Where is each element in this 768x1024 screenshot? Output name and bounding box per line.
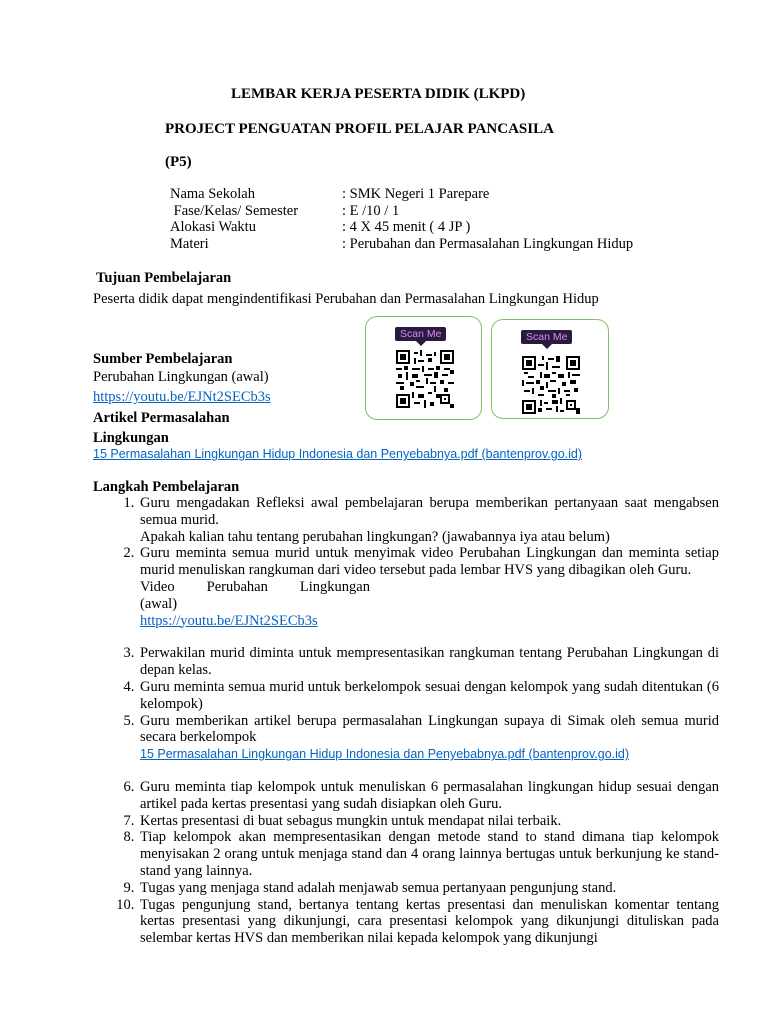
video-link[interactable]: https://youtu.be/EJNt2SECb3s	[93, 389, 271, 405]
scan-me-label: Scan Me	[395, 327, 446, 341]
caption-word: Lingkungan	[299, 578, 370, 595]
step-text: Tiap kelompok akan mempresentasikan dengan metode stand to stand dimana tiap kelompok menyisakan 2 orang untuk menjaga stand dan 4 orang lainnya bertugas untuk berkunjung ke stand- stand yang lainnya.	[140, 829, 719, 879]
qr-card-article	[491, 319, 609, 419]
list-item	[138, 545, 719, 629]
step-text: Guru memberikan artikel berupa permasalahan Lingkungan supaya di Simak oleh semua murid secara berkelompok	[140, 712, 719, 746]
material-value: : Perubahan dan Permasalahan Lingkungan Hidup	[342, 235, 634, 252]
step-text: Guru meminta tiap kelompok untuk menuliskan 6 permasalahan lingkungan hidup sesuai dengan artikel pada kertas presentasi yang sudah disiapkan oleh Guru.	[140, 778, 719, 812]
list-item	[138, 713, 719, 763]
caption-word: Video	[140, 578, 175, 595]
list-item	[138, 495, 719, 545]
school-value: : SMK Negeri 1 Parepare	[342, 186, 490, 202]
qr-code-icon[interactable]	[522, 356, 580, 414]
step-text: Guru meminta semua murid untuk berkelompok sesuai dengan kelompok yang sudah ditentukan (6 kelompok)	[140, 678, 719, 712]
time-label: Alokasi Waktu	[170, 219, 256, 235]
list-item	[138, 679, 719, 713]
step-text: Guru meminta semua murid untuk menyimak video Perubahan Lingkungan dan meminta setiap murid menuliskan rangkuman dari video tersebut pada lembar HVS yang dibagikan oleh Guru.	[140, 545, 719, 579]
time-value: : 4 X 45 menit ( 4 JP )	[342, 219, 471, 235]
phase-label: Fase/Kelas/ Semester	[170, 202, 299, 219]
video-caption	[140, 579, 370, 596]
article-heading-cont: Lingkungan	[93, 430, 169, 446]
step-question: Apakah kalian tahu tentang perubahan lingkungan? (jawabannya iya atau belum)	[140, 528, 610, 545]
step-text: Kertas presentasi di buat sebagus mungkin untuk mendapat nilai terbaik.	[140, 812, 562, 829]
list-item	[138, 813, 719, 830]
step-text: Perwakilan murid diminta untuk mempresentasikan rangkuman tentang Perubahan Lingkungan di depan kelas.	[140, 645, 719, 679]
step-text: Tugas yang menjaga stand adalah menjawab semua pertanyaan pengunjung stand.	[140, 879, 617, 896]
list-item	[138, 829, 719, 879]
school-label: Nama Sekolah	[170, 186, 255, 202]
step-text: Guru mengadakan Refleksi awal pembelajaran berupa memberikan pertanyaan saat mengabsen semua murid.	[140, 495, 719, 528]
article-link[interactable]: 15 Permasalahan Lingkungan Hidup Indonesia dan Penyebabnya.pdf (bantenprov.go.id)	[93, 447, 583, 461]
step-video-link[interactable]: https://youtu.be/EJNt2SECb3s	[140, 612, 318, 629]
list-item	[138, 880, 719, 897]
qr-card-video	[365, 316, 482, 420]
list-item	[138, 779, 719, 813]
step-article-link[interactable]: 15 Permasalahan Lingkungan Hidup Indonesia dan Penyebabnya.pdf (bantenprov.go.id)	[140, 747, 630, 762]
scan-me-label: Scan Me	[521, 330, 572, 344]
phase-value: : E /10 / 1	[342, 202, 400, 219]
list-item	[138, 645, 719, 679]
time-row	[170, 219, 633, 236]
sources-heading: Sumber Pembelajaran	[93, 351, 233, 367]
school-row	[170, 186, 633, 203]
phase-row	[170, 203, 633, 220]
list-item	[138, 897, 719, 947]
identity-table	[170, 186, 633, 252]
video-title: Perubahan Lingkungan (awal)	[93, 369, 269, 385]
project-title: PROJECT PENGUATAN PROFIL PELAJAR PANCASILA	[165, 121, 554, 137]
objective-text: Peserta didik dapat mengindentifikasi Perubahan dan Permasalahan Lingkungan Hidup	[93, 291, 599, 307]
article-heading: Artikel Permasalahan	[93, 410, 230, 426]
caption-word: (awal)	[140, 595, 178, 612]
steps-heading: Langkah Pembelajaran	[93, 479, 240, 495]
material-row	[170, 236, 633, 253]
document-title: LEMBAR KERJA PESERTA DIDIK (LKPD)	[231, 86, 526, 102]
qr-code-icon[interactable]	[396, 350, 454, 408]
caption-word: Perubahan	[206, 578, 268, 595]
material-label: Materi	[170, 235, 209, 252]
project-code: (P5)	[165, 154, 192, 170]
step-text: Tugas pengunjung stand, bertanya tentang kertas presentasi dan menuliskan komentar tentang kertas presentasi yang dikunjungi, cara presentasi kelompok yang dikunjungi dituliskan pada selembar kertas HVS dan memberikan nilai kepada kelompok yang dikunjungi	[140, 896, 719, 947]
objective-heading: Tujuan Pembelajaran	[96, 270, 232, 286]
steps-list	[93, 495, 719, 947]
